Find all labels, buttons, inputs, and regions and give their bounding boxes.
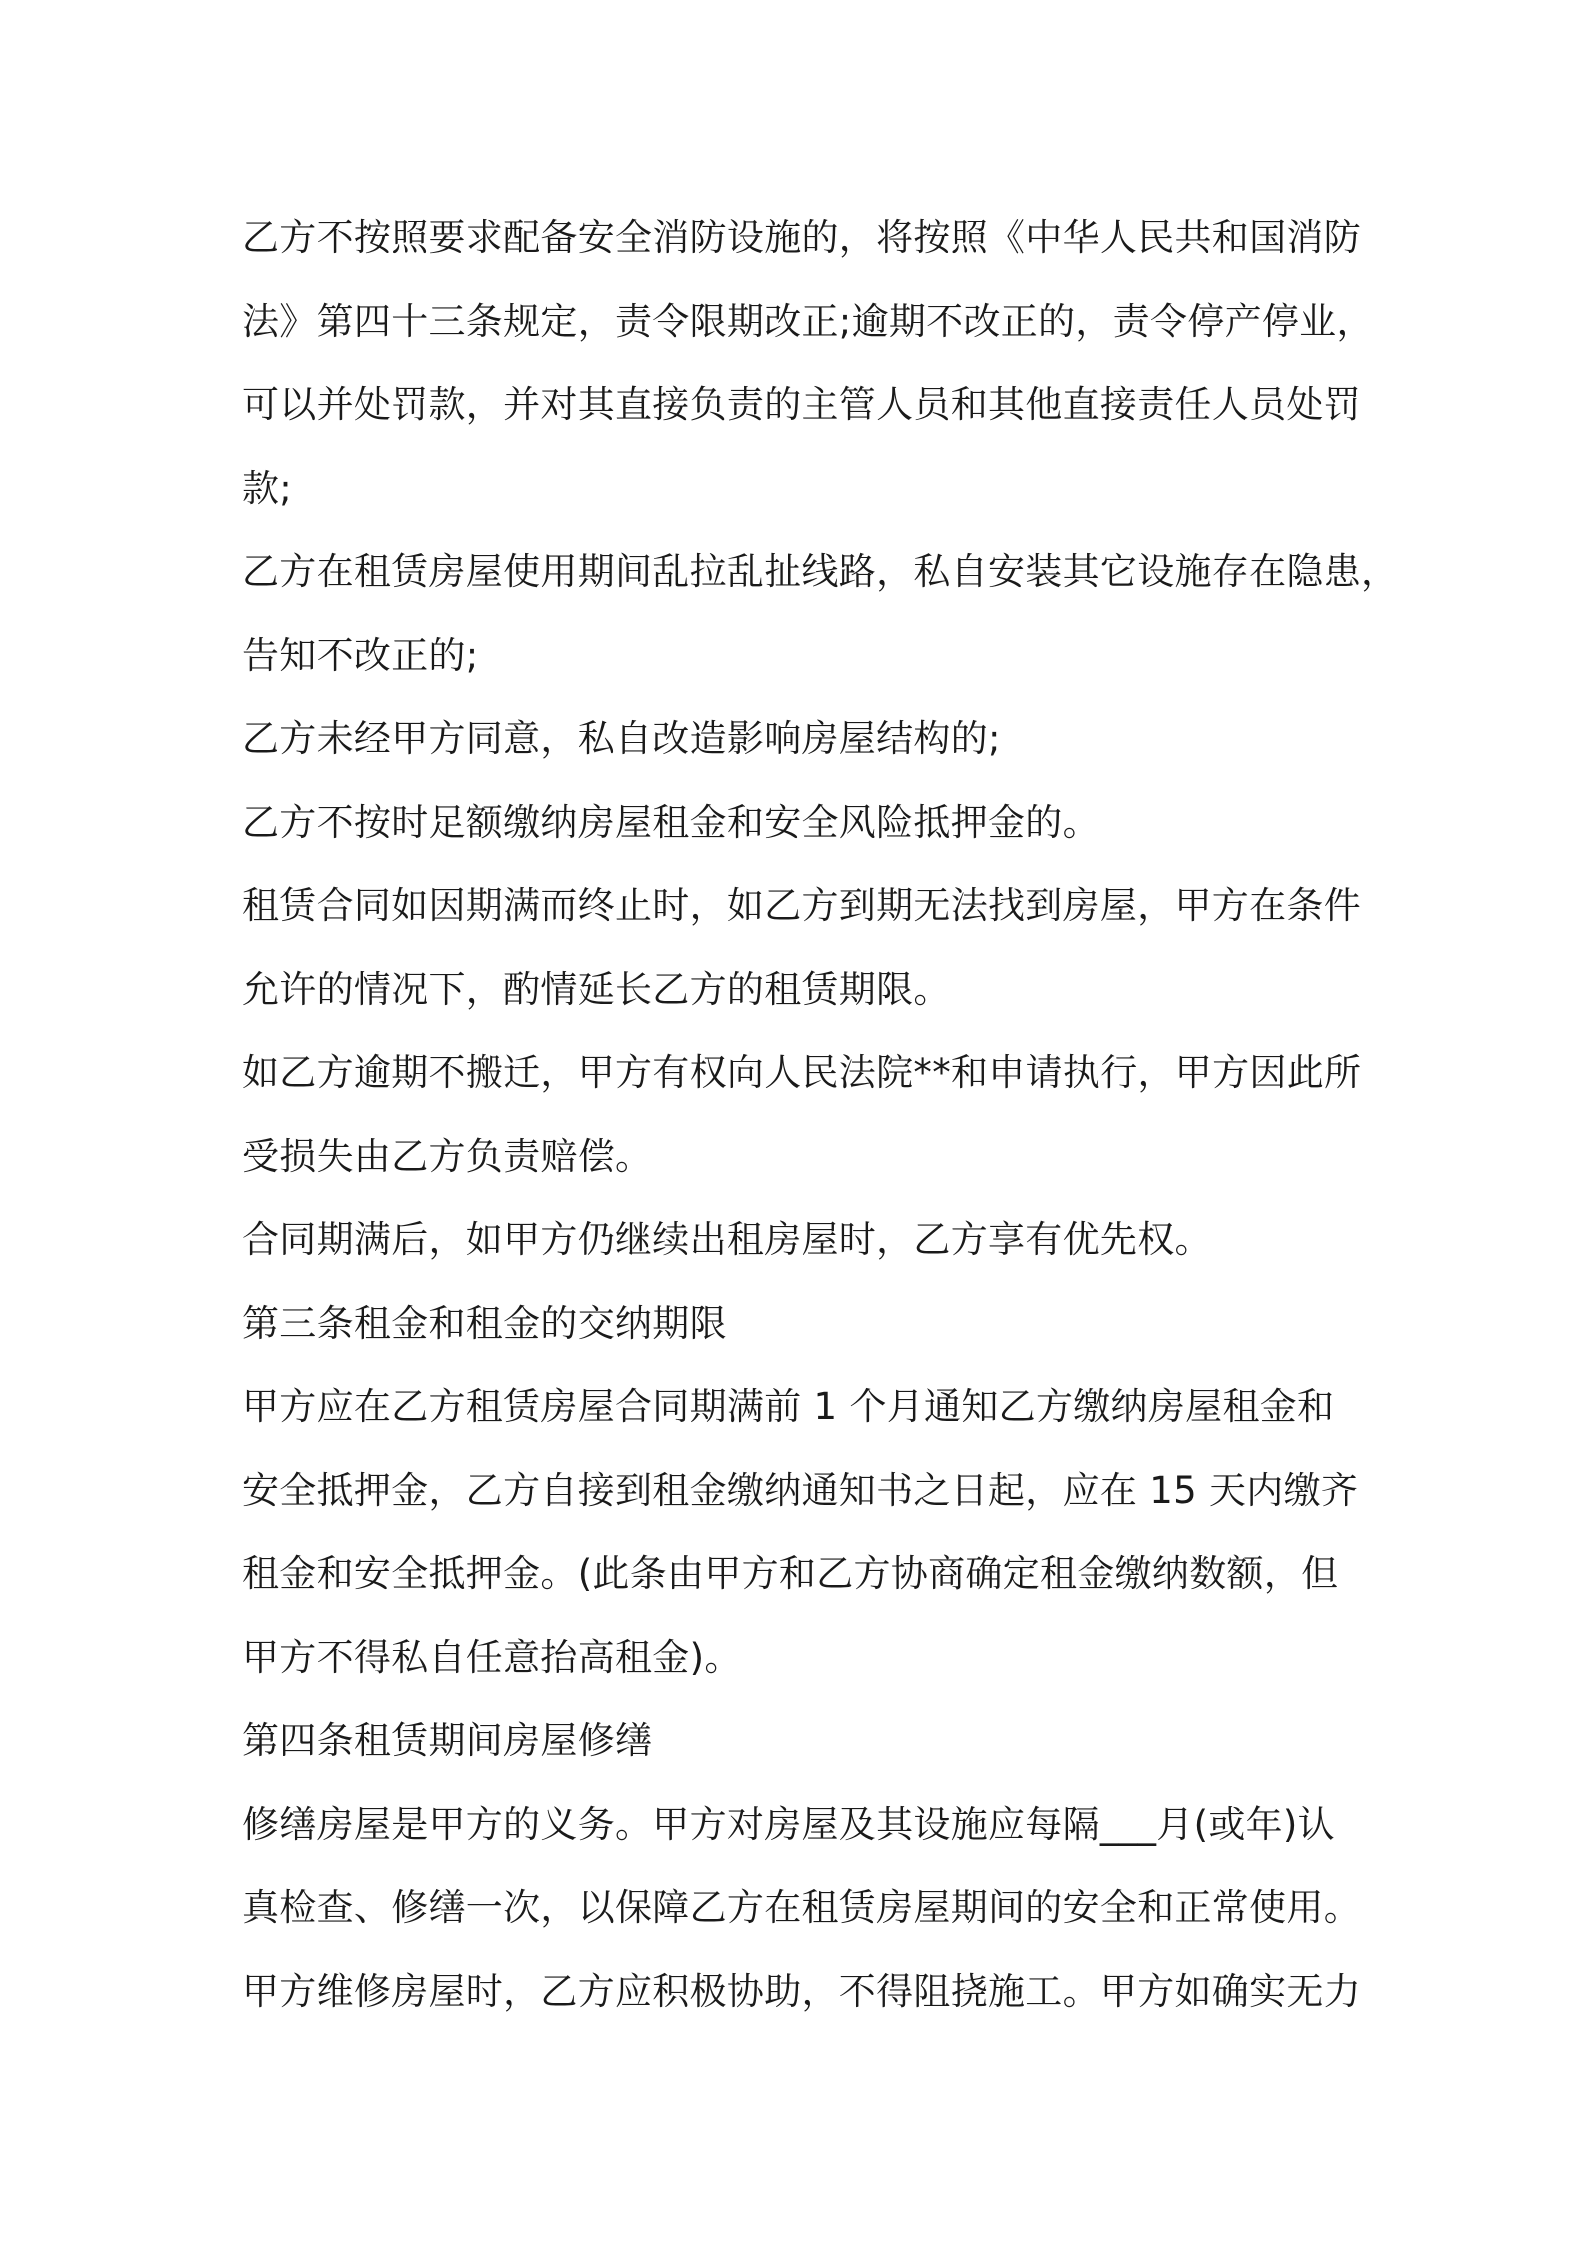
- text-line: 甲方不得私自任意抬高租金)。: [242, 1635, 742, 1679]
- text-line: 法》第四十三条规定，责令限期改正;逾期不改正的，责令停产停业，: [242, 299, 1374, 343]
- text-line: 乙方未经甲方同意，私自改造影响房屋结构的;: [242, 717, 1001, 760]
- text-line: 允许的情况下，酌情延长乙方的租赁期限。: [242, 967, 951, 1011]
- text-line: 合同期满后，如甲方仍继续出租房屋时，乙方享有优先权。: [242, 1218, 1212, 1261]
- section-heading: 第四条租赁期间房屋修缮: [242, 1719, 653, 1762]
- text-line: 安全抵押金，乙方自接到租金缴纳通知书之日起，应在 15 天内缴齐: [242, 1468, 1359, 1512]
- text-line: 款;: [242, 466, 293, 510]
- text-line: 告知不改正的;: [242, 633, 479, 677]
- text-line: 受损失由乙方负责赔偿。: [242, 1134, 653, 1178]
- text-line: 真检查、修缮一次，以保障乙方在租赁房屋期间的安全和正常使用。: [242, 1886, 1361, 1929]
- text-line: 乙方不按时足额缴纳房屋租金和安全风险抵押金的。: [242, 800, 1100, 844]
- text-line: 甲方维修房屋时，乙方应积极协助，不得阻挠施工。甲方如确实无力: [242, 1969, 1361, 2013]
- text-line: 修缮房屋是甲方的义务。甲方对房屋及其设施应每隔___月(或年)认: [242, 1802, 1335, 1846]
- section-heading: 第三条租金和租金的交纳期限: [242, 1301, 727, 1345]
- text-line: 乙方在租赁房屋使用期间乱拉乱扯线路，私自安装其它设施存在隐患，: [242, 550, 1399, 593]
- text-line: 可以并处罚款，并对其直接负责的主管人员和其他直接责任人员处罚: [242, 383, 1361, 426]
- text-line: 租赁合同如因期满而终止时，如乙方到期无法找到房屋，甲方在条件: [242, 884, 1361, 927]
- text-line: 如乙方逾期不搬迁，甲方有权向人民法院**和申请执行，甲方因此所: [242, 1051, 1362, 1094]
- text-line: 乙方不按照要求配备安全消防设施的，将按照《中华人民共和国消防: [242, 216, 1361, 259]
- document-body: [242, 196, 1399, 2033]
- text-line: 租金和安全抵押金。(此条由甲方和乙方协商确定租金缴纳数额，但: [242, 1552, 1339, 1595]
- text-line: 甲方应在乙方租赁房屋合同期满前 1 个月通知乙方缴纳房屋租金和: [242, 1385, 1335, 1428]
